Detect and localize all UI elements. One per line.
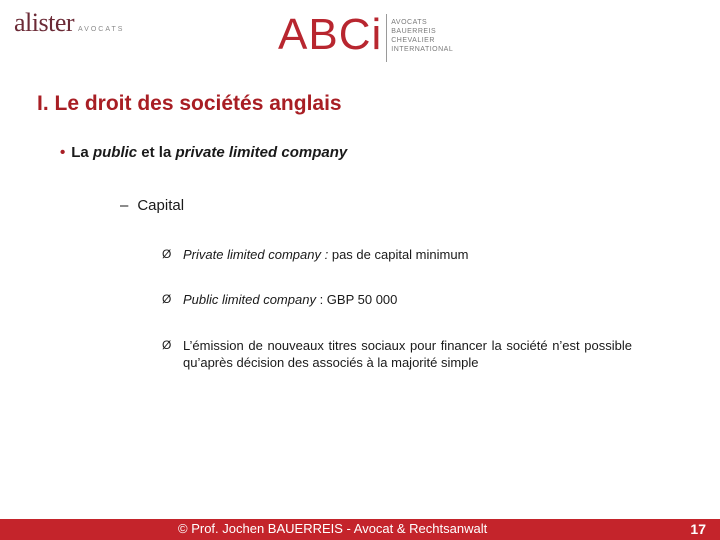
bullet-level3-item <box>162 291 632 308</box>
text-segment: La <box>71 144 93 161</box>
abci-logo-line: INTERNATIONAL <box>391 46 454 53</box>
text-segment: pas de capital minimum <box>328 247 469 262</box>
text-emphasis: private limited company <box>175 144 348 161</box>
bullet-level3-text <box>183 246 632 263</box>
bullet-level3-text <box>183 337 632 371</box>
footer-bar <box>0 519 720 540</box>
bullet-dot-icon: • <box>60 144 66 161</box>
bullet-level3-item <box>162 337 632 371</box>
arrow-bullet-icon: Ø <box>162 247 172 261</box>
bullet-level2-text: Capital <box>137 197 185 214</box>
bullet-level2 <box>120 197 184 214</box>
arrow-bullet-icon: Ø <box>162 338 172 352</box>
abci-logo <box>278 10 453 62</box>
abci-logo-divider <box>386 14 387 62</box>
alister-logo-word: alister <box>14 8 75 37</box>
abci-logo-line: CHEVALIER <box>391 37 435 44</box>
arrow-bullet-icon: Ø <box>162 292 172 306</box>
text-segment: et la <box>137 144 176 161</box>
bullet-level1 <box>60 144 347 161</box>
text-emphasis: Private limited company : <box>183 247 329 262</box>
alister-logo-subtitle: AVOCATS <box>78 26 125 33</box>
text-segment: L’émission de nouveaux titres sociaux pour financer la société n’est possible qu’après décision des associés à la majorité simple <box>183 338 632 370</box>
bullet-level3-item <box>162 246 632 263</box>
page-number: 17 <box>690 521 706 537</box>
dash-icon: – <box>120 197 129 214</box>
abci-logo-letters: ABCi <box>278 10 383 59</box>
text-emphasis: Public limited company <box>183 292 316 307</box>
text-segment: : GBP 50 000 <box>315 292 398 307</box>
abci-logo-line: AVOCATS <box>391 19 428 26</box>
alister-logo <box>14 8 124 38</box>
bullet-level3-text <box>183 291 632 308</box>
slide-title: I. Le droit des sociétés anglais <box>37 92 342 115</box>
abci-logo-line: BAUERREIS <box>391 28 437 35</box>
bullet-level1-text <box>71 144 347 161</box>
text-emphasis: public <box>92 144 138 161</box>
abci-logo-lines <box>391 18 453 54</box>
footer-copyright: © Prof. Jochen BAUERREIS - Avocat & Rechtsanwalt <box>178 521 488 536</box>
